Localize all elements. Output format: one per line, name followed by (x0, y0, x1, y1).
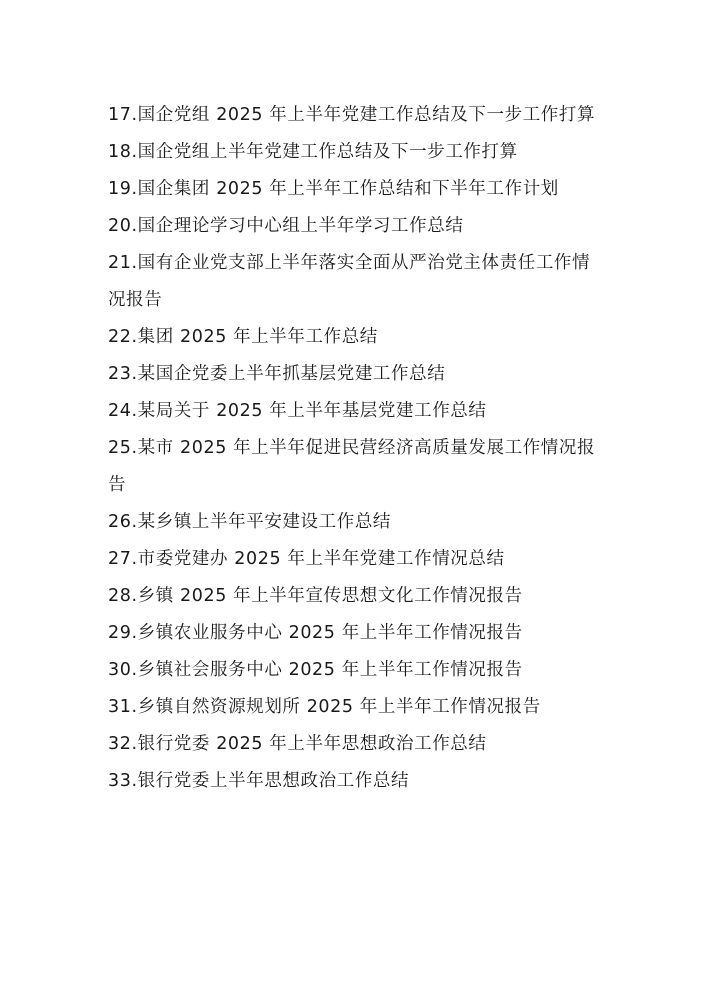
document-title-list (108, 97, 608, 800)
list-item: 23.某国企党委上半年抓基层党建工作总结 (108, 364, 446, 384)
list-item: 31.乡镇自然资源规划所 2025 年上半年工作情况报告 (108, 697, 541, 717)
list-item: 25.某市 2025 年上半年促进民营经济高质量发展工作情况报告 (108, 438, 596, 495)
list-item: 24.某局关于 2025 年上半年基层党建工作总结 (108, 401, 487, 421)
list-item: 27.市委党建办 2025 年上半年党建工作情况总结 (108, 549, 505, 569)
list-item: 32.银行党委 2025 年上半年思想政治工作总结 (108, 734, 487, 754)
list-item: 28.乡镇 2025 年上半年宣传思想文化工作情况报告 (108, 586, 523, 606)
list-item: 30.乡镇社会服务中心 2025 年上半年工作情况报告 (108, 660, 523, 680)
list-item: 17.国企党组 2025 年上半年党建工作总结及下一步工作打算 (108, 105, 596, 125)
list-item: 26.某乡镇上半年平安建设工作总结 (108, 512, 392, 532)
list-item: 22.集团 2025 年上半年工作总结 (108, 327, 378, 347)
list-item: 29.乡镇农业服务中心 2025 年上半年工作情况报告 (108, 623, 523, 643)
list-item: 19.国企集团 2025 年上半年工作总结和下半年工作计划 (108, 179, 559, 199)
list-item: 33.银行党委上半年思想政治工作总结 (108, 771, 410, 791)
list-item: 18.国企党组上半年党建工作总结及下一步工作打算 (108, 142, 518, 162)
list-item: 20.国企理论学习中心组上半年学习工作总结 (108, 216, 464, 236)
list-item: 21.国有企业党支部上半年落实全面从严治党主体责任工作情况报告 (108, 253, 591, 310)
